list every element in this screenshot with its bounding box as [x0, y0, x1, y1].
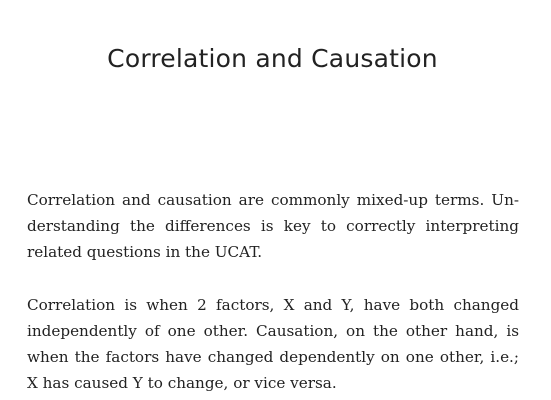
paragraph-intro: Correlation and causation are commonly mixed-up terms. Understanding the differences is key to correctly interpreting related questions in the UCAT. [27, 191, 519, 261]
page-title: Correlation and Causation [107, 44, 438, 73]
paragraph-definitions: Correlation is when 2 factors, X and Y, have both changed independently of one other. Causation, on the other hand, is when the factors have changed dependently on one other, i.e.; X has caused Y to change, or vice versa. [27, 296, 519, 392]
